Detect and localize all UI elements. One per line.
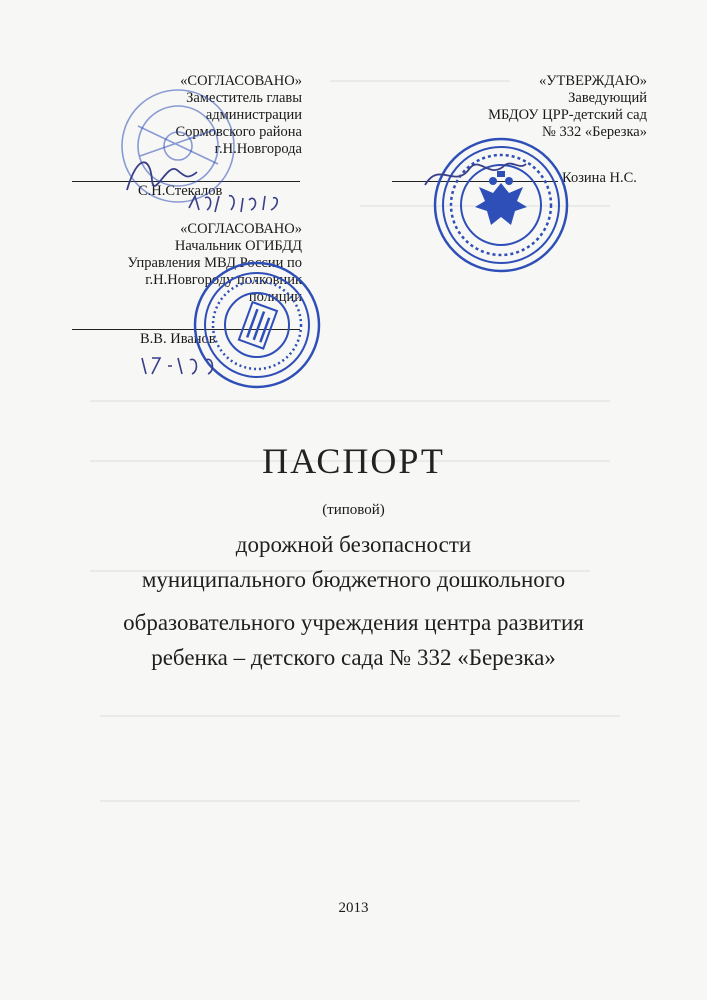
approval-heading: «СОГЛАСОВАНО» <box>180 221 302 237</box>
handwritten-signature <box>420 150 530 195</box>
approval-block-head <box>400 73 647 141</box>
approval-position-line: Заместитель главы <box>186 90 302 106</box>
approval-position-line: Управления МВД России по <box>127 255 302 271</box>
approval-position-line: Начальник ОГИБДД <box>174 238 302 254</box>
approval-heading: «СОГЛАСОВАНО» <box>180 73 302 89</box>
approval-position-line: № 332 «Березка» <box>542 124 647 140</box>
approval-position-line: МБДОУ ЦРР-детский сад <box>488 107 647 123</box>
document-title-line: ребенка – детского сада № 332 «Березка» <box>151 645 556 670</box>
approval-position-line: г.Н.Новгороду полковник <box>145 272 302 288</box>
bleed-through-mark <box>90 400 610 402</box>
document-title: ПАСПОРТ <box>262 441 445 481</box>
approval-heading: «УТВЕРЖДАЮ» <box>539 73 647 89</box>
document-year: 2013 <box>338 900 369 916</box>
document-title-line: образовательного учреждения центра развития <box>123 610 584 635</box>
signer-name: С.Н.Стекалов <box>138 183 223 199</box>
approval-position-line: Сормовского района <box>175 124 302 140</box>
approval-position-line: администрации <box>205 107 302 123</box>
bleed-through-mark <box>100 715 620 717</box>
approval-position-line: Заведующий <box>568 90 647 106</box>
document-subtitle: (типовой) <box>322 502 385 518</box>
handwritten-date-traffic-police <box>138 352 228 380</box>
signer-name: Козина Н.С. <box>562 170 637 186</box>
document-title-line: муниципального бюджетного дошкольного <box>141 567 566 592</box>
signer-name: В.В. Иванов <box>140 331 216 347</box>
bleed-through-mark <box>100 800 580 802</box>
approval-position-line: полиции <box>248 289 302 305</box>
approval-position-line: г.Н.Новгорода <box>214 141 302 157</box>
handwritten-date-administration <box>185 188 285 218</box>
document-title-line: дорожной безопасности <box>235 532 472 557</box>
